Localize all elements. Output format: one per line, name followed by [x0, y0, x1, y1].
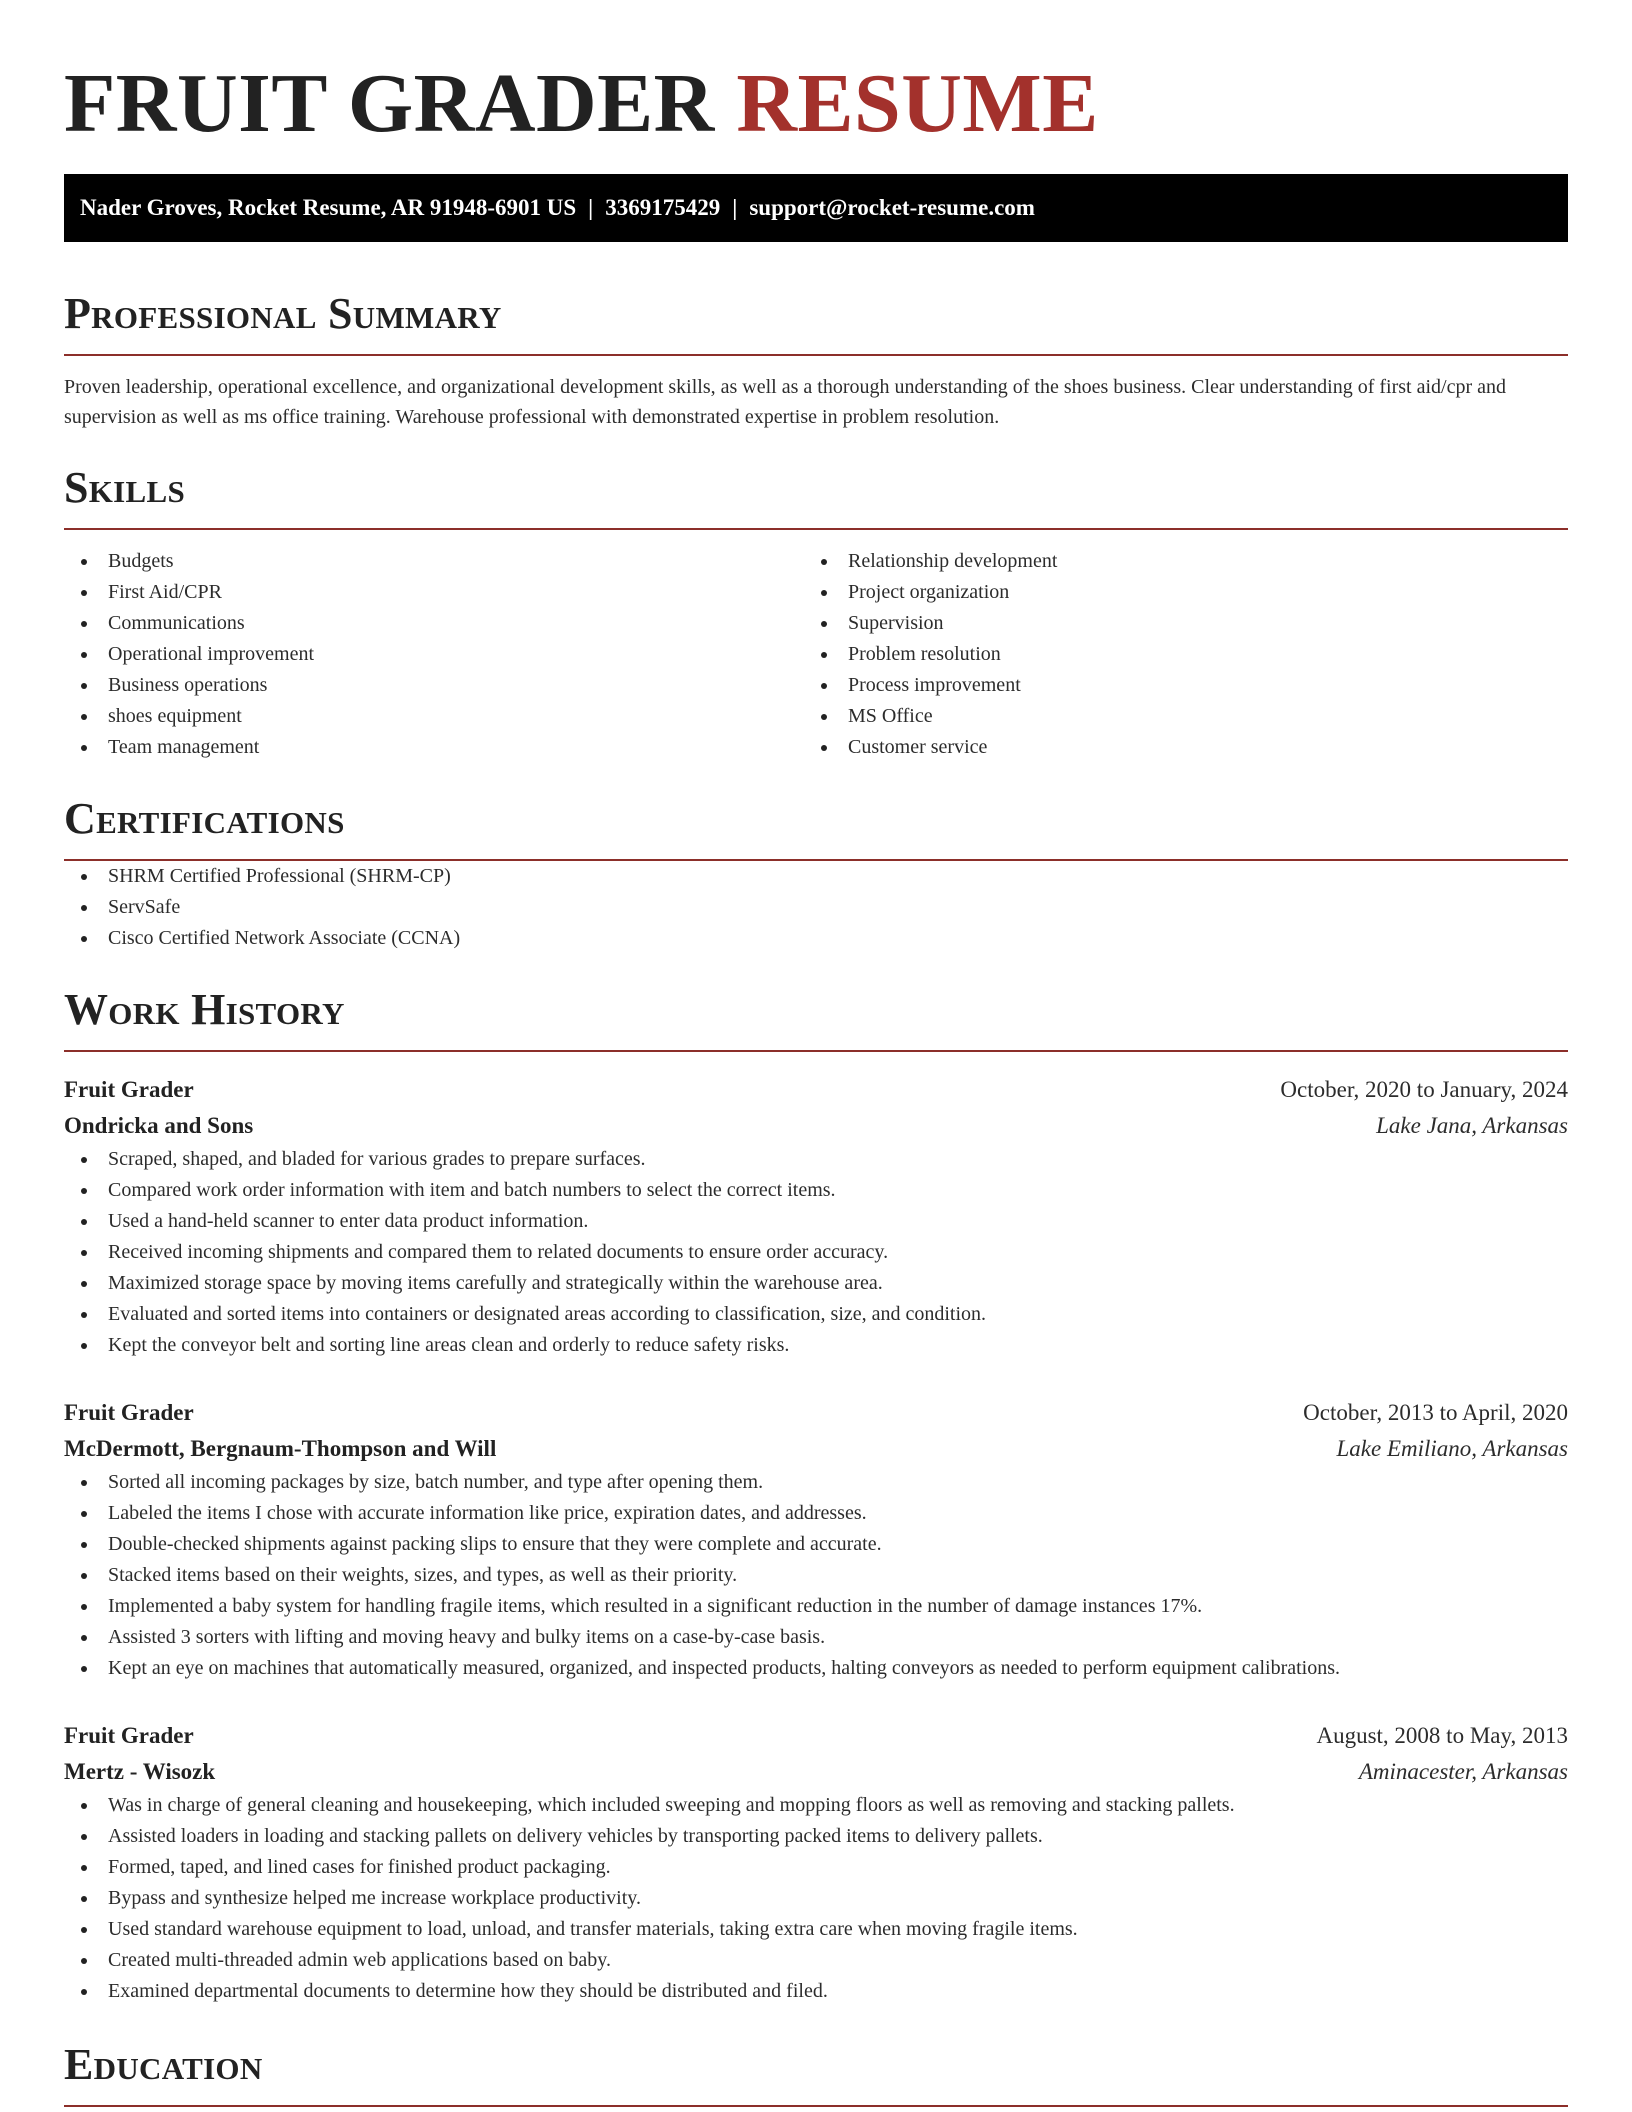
job-company-row: [64, 1754, 1568, 1790]
contact-address: Nader Groves, Rocket Resume, AR 91948-6901 US: [80, 195, 577, 220]
job-location: Aminacester, Arkansas: [1358, 1759, 1568, 1784]
certification-item: SHRM Certified Professional (SHRM-CP): [64, 861, 1568, 892]
job-header-row: [64, 1072, 1568, 1108]
job-company: McDermott, Bergnaum-Thompson and Will: [64, 1436, 497, 1461]
skill-item: Communications: [64, 608, 804, 639]
skill-item: Relationship development: [804, 546, 1544, 577]
job-header-row: [64, 1718, 1568, 1754]
job-company: Ondricka and Sons: [64, 1113, 254, 1138]
skill-item: Budgets: [64, 546, 804, 577]
job-location: Lake Jana, Arkansas: [1376, 1113, 1568, 1138]
job-duty: Labeled the items I chose with accurate information like price, expiration dates, and addresses.: [64, 1498, 1568, 1529]
title-role: FRUIT GRADER: [64, 57, 715, 150]
job-duty: Examined departmental documents to determine how they should be distributed and filed.: [64, 1976, 1568, 2007]
certification-item: Cisco Certified Network Associate (CCNA): [64, 923, 1568, 954]
job-duty: Formed, taped, and lined cases for finished product packaging.: [64, 1852, 1568, 1883]
skill-item: Process improvement: [804, 670, 1544, 701]
job-title: Fruit Grader: [64, 1077, 194, 1102]
contact-bar: [64, 174, 1568, 242]
skill-item: shoes equipment: [64, 701, 804, 732]
skill-item: Team management: [64, 732, 804, 763]
title-resume-word: RESUME: [736, 57, 1099, 150]
job-title: Fruit Grader: [64, 1400, 194, 1425]
job-duty: Implemented a baby system for handling fragile items, which resulted in a significant reduction in the number of damage instances 17%.: [64, 1591, 1568, 1622]
skills-heading: Skills: [64, 460, 1568, 530]
resume-title: [64, 0, 1568, 150]
job-duty: Scraped, shaped, and bladed for various grades to prepare surfaces.: [64, 1144, 1568, 1175]
skill-item: First Aid/CPR: [64, 577, 804, 608]
job-company-row: [64, 1431, 1568, 1467]
job-duty: Used a hand-held scanner to enter data product information.: [64, 1206, 1568, 1237]
job-title: Fruit Grader: [64, 1723, 194, 1748]
summary-section: [64, 286, 1568, 432]
job-company-row: [64, 1108, 1568, 1144]
job-duty: Compared work order information with item and batch numbers to select the correct items.: [64, 1175, 1568, 1206]
contact-separator: |: [732, 195, 738, 220]
skill-item: Operational improvement: [64, 639, 804, 670]
contact-email: support@rocket-resume.com: [749, 195, 1035, 220]
skills-column-right: [804, 546, 1544, 763]
job-header-row: [64, 1395, 1568, 1431]
job-company: Mertz - Wisozk: [64, 1759, 216, 1784]
job-duty: Stacked items based on their weights, sizes, and types, as well as their priority.: [64, 1560, 1568, 1591]
work-history-section: [64, 982, 1568, 2007]
job-entry: [64, 1395, 1568, 1684]
skill-item: Business operations: [64, 670, 804, 701]
skill-item: Supervision: [804, 608, 1544, 639]
contact-separator: |: [588, 195, 594, 220]
skills-section: [64, 460, 1568, 763]
certification-item: ServSafe: [64, 892, 1568, 923]
skills-grid: [64, 546, 1568, 763]
job-duty: Kept an eye on machines that automatically measured, organized, and inspected products, halting conveyors as needed to perform equipment calibrations.: [64, 1653, 1568, 1684]
certifications-heading: Certifications: [64, 791, 1568, 861]
job-dates: October, 2013 to April, 2020: [1303, 1400, 1568, 1425]
work-history-heading: Work History: [64, 982, 1568, 1052]
job-duty: Created multi-threaded admin web applications based on baby.: [64, 1945, 1568, 1976]
job-duty: Assisted loaders in loading and stacking pallets on delivery vehicles by transporting packed items to delivery pallets.: [64, 1821, 1568, 1852]
skill-item: Customer service: [804, 732, 1544, 763]
contact-phone: 3369175429: [605, 195, 721, 220]
job-duty: Bypass and synthesize helped me increase workplace productivity.: [64, 1883, 1568, 1914]
job-duty: Double-checked shipments against packing slips to ensure that they were complete and accurate.: [64, 1529, 1568, 1560]
education-section: [64, 2037, 1568, 2107]
job-entry: [64, 1072, 1568, 1361]
summary-text: Proven leadership, operational excellence, and organizational development skills, as well as a thorough understanding of the shoes business. Clear understanding of first aid/cpr and supervision as well as ms office training. Warehouse professional with demonstrated expertise in problem resolution.: [64, 376, 1507, 428]
job-duty: Evaluated and sorted items into containers or designated areas according to classification, size, and condition.: [64, 1299, 1568, 1330]
skills-list-right: [804, 546, 1544, 763]
certifications-list: [64, 861, 1568, 954]
job-duty: Was in charge of general cleaning and housekeeping, which included sweeping and mopping floors as well as removing and stacking pallets.: [64, 1790, 1568, 1821]
skill-item: MS Office: [804, 701, 1544, 732]
job-duties-list: [64, 1467, 1568, 1684]
job-duty: Kept the conveyor belt and sorting line areas clean and orderly to reduce safety risks.: [64, 1330, 1568, 1361]
job-duty: Sorted all incoming packages by size, batch number, and type after opening them.: [64, 1467, 1568, 1498]
job-location: Lake Emiliano, Arkansas: [1336, 1436, 1568, 1461]
job-duties-list: [64, 1144, 1568, 1361]
education-heading: Education: [64, 2037, 1568, 2107]
certifications-section: [64, 791, 1568, 954]
job-dates: October, 2020 to January, 2024: [1280, 1077, 1568, 1102]
job-duty: Assisted 3 sorters with lifting and moving heavy and bulky items on a case-by-case basis.: [64, 1622, 1568, 1653]
skill-item: Problem resolution: [804, 639, 1544, 670]
summary-heading: Professional Summary: [64, 286, 1568, 356]
skills-column-left: [64, 546, 804, 763]
job-duty: Received incoming shipments and compared them to related documents to ensure order accuracy.: [64, 1237, 1568, 1268]
skills-list-left: [64, 546, 804, 763]
job-duties-list: [64, 1790, 1568, 2007]
skill-item: Project organization: [804, 577, 1544, 608]
job-duty: Used standard warehouse equipment to load, unload, and transfer materials, taking extra care when moving fragile items.: [64, 1914, 1568, 1945]
job-entry: [64, 1718, 1568, 2007]
job-duty: Maximized storage space by moving items carefully and strategically within the warehouse area.: [64, 1268, 1568, 1299]
job-dates: August, 2008 to May, 2013: [1316, 1723, 1568, 1748]
